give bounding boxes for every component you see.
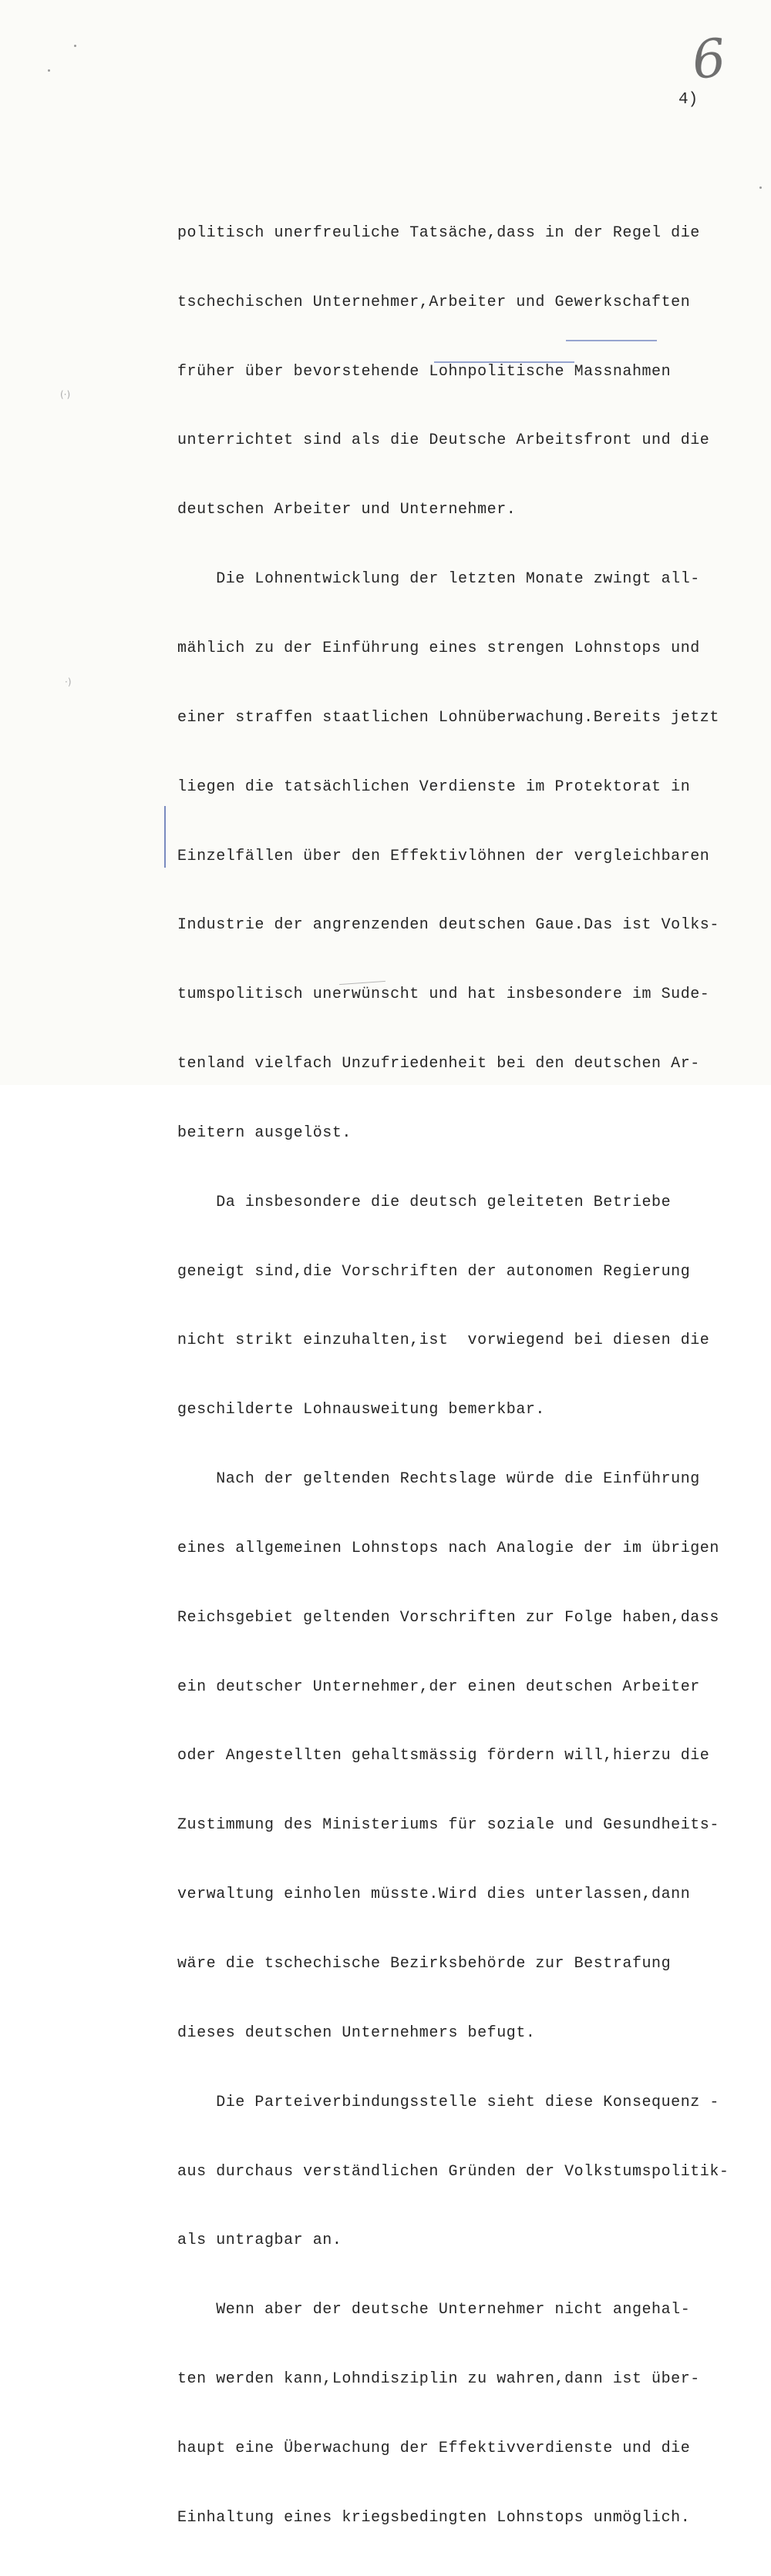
punch-hole-mark: ·) — [65, 677, 72, 687]
text-line: deutschen Arbeiter und Unternehmer. — [177, 501, 517, 519]
text-line: wäre die tschechische Bezirksbehörde zur Bestrafung — [177, 1955, 672, 1973]
text-line: mählich zu der Einführung eines strengen Lohnstops und — [177, 639, 700, 657]
text-line: Nach der geltenden Rechtslage würde die Einführung — [177, 1470, 700, 1489]
handwritten-page-number: 6 — [689, 27, 729, 92]
page-number: 4) — [678, 91, 699, 109]
text-line: geneigt sind,die Vorschriften der autonomen Regierung — [177, 1262, 691, 1281]
text-line: politisch unerfreuliche Tatsäche,dass in der Regel die — [177, 223, 700, 242]
text-line: einer straffen staatlichen Lohnüberwachung.Bereits jetzt — [177, 708, 719, 727]
text-line: ein deutscher Unternehmer,der einen deutschen Arbeiter — [177, 1678, 700, 1696]
text-line: verwaltung einholen müsste.Wird dies unterlassen,dann — [177, 1886, 691, 1904]
text-line: dieses deutschen Unternehmers befugt. — [177, 2024, 536, 2042]
text-line: haupt eine Überwachung der Effektivverdienste und die — [177, 2439, 691, 2457]
text-line: eines allgemeinen Lohnstops nach Analogie der im übrigen — [177, 1539, 719, 1557]
text-line: Die Parteiverbindungsstelle sieht diese Konsequenz - — [177, 2093, 719, 2111]
text-line: tenland vielfach Unzufriedenheit bei den deutschen Ar- — [177, 1055, 700, 1073]
paper-speck — [759, 186, 762, 189]
text-line: oder Angestellten gehaltsmässig fördern will,hierzu die — [177, 1747, 710, 1765]
text-line: tumspolitisch unerwünscht und hat insbesondere im Sude- — [177, 986, 710, 1004]
pen-underline-lohnstops — [566, 340, 657, 341]
text-line: beitern ausgelöst. — [177, 1123, 352, 1142]
text-line: Einzelfällen über den Effektivlöhnen der vergleichbaren — [177, 847, 710, 865]
text-line: Zustimmung des Ministeriums für soziale und Gesundheits- — [177, 1816, 719, 1835]
text-line: als untragbar an. — [177, 2232, 342, 2250]
text-line: ten werden kann,Lohndisziplin zu wahren,dann ist über- — [177, 2370, 700, 2389]
pen-underline-lohnueberwachung — [434, 361, 574, 363]
paper-speck — [74, 45, 76, 47]
punch-hole-mark: (·) — [60, 389, 71, 400]
text-line: Industrie der angrenzenden deutschen Gaue.Das ist Volks- — [177, 916, 719, 935]
text-line: geschilderte Lohnausweitung bemerkbar. — [177, 1401, 545, 1419]
margin-pen-mark — [164, 806, 166, 868]
text-line: tschechischen Unternehmer,Arbeiter und Gewerkschaften — [177, 293, 691, 311]
text-line: Die Lohnentwicklung der letzten Monate zwingt all- — [177, 570, 700, 589]
text-line: Da insbesondere die deutsch geleiteten Betriebe — [177, 1193, 672, 1211]
text-line: Wenn aber der deutsche Unternehmer nicht angehal- — [177, 2301, 691, 2319]
paper-speck — [48, 69, 50, 72]
text-line: Reichsgebiet geltenden Vorschriften zur Folge haben,dass — [177, 1608, 719, 1627]
text-line: aus durchaus verständlichen Gründen der Volkstumspolitik- — [177, 2162, 729, 2181]
text-line: unterrichtet sind als die Deutsche Arbeitsfront und die — [177, 432, 710, 450]
text-line: früher über bevorstehende Lohnpolitische Massnahmen — [177, 362, 672, 381]
text-line: liegen die tatsächlichen Verdienste im Protektorat in — [177, 778, 691, 796]
text-line: Einhaltung eines kriegsbedingten Lohnstops unmöglich. — [177, 2508, 691, 2527]
typed-text-body — [177, 176, 732, 2576]
text-line: nicht strikt einzuhalten,ist vorwiegend bei diesen die — [177, 1332, 710, 1350]
